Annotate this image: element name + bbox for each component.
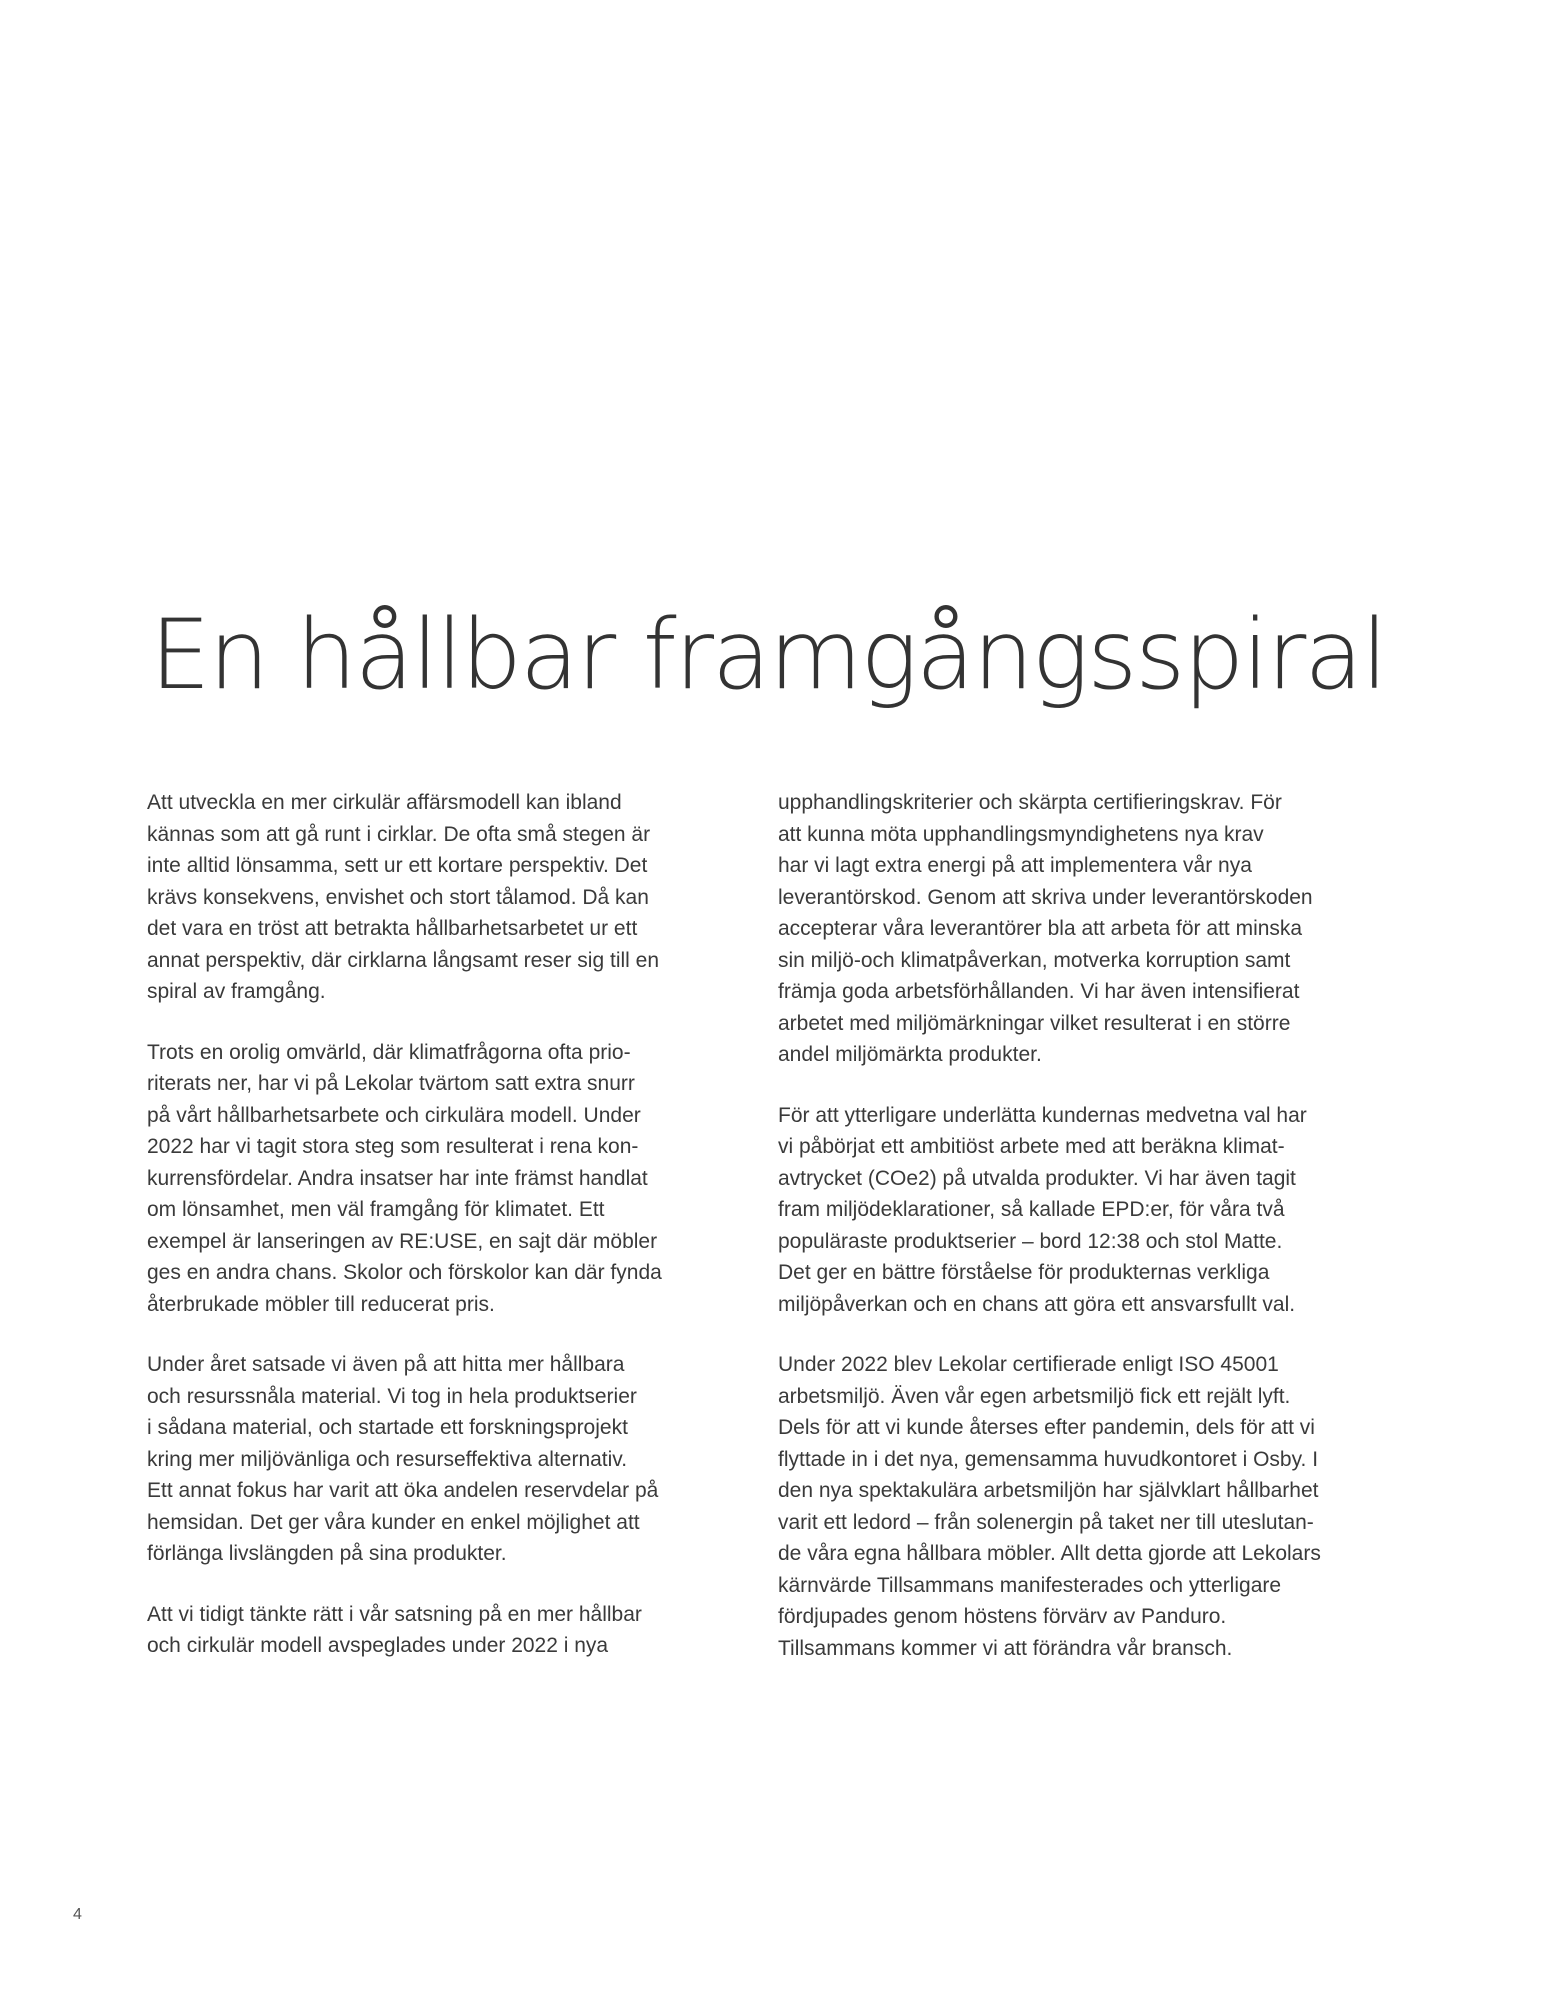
paragraph: Att utveckla en mer cirkulär affärsmodell kan ibland kännas som att gå runt i cirklar. De ofta små stegen är inte alltid lönsamma, sett ur ett kortare perspektiv. Det krävs konsekvens, envishet och stort tålamod. Då kan det vara en tröst att betrakta hållbarhetsarbetet ur ett annat perspektiv, där cirklarna långsamt reser sig till en spiral av framgång.: [147, 791, 660, 1003]
left-column: [147, 787, 737, 1691]
paragraph: För att ytterligare underlätta kundernas medvetna val har vi påbörjat ett ambitiöst arbete med att beräkna klimat- avtrycket (COe2) på utvalda produkter. Vi har även tagit fram miljödeklarationer, så kallade EPD:er, för våra två populäraste produktserier – bord 12:38 och stol Matte. Det ger en bättre förståelse för produkternas verkliga miljöpåverkan och en chans att göra ett ansvarsfullt val.: [778, 1103, 1307, 1316]
paragraph: upphandlingskriterier och skärpta certifieringskrav. För att kunna möta upphandlingsmyndighetens nya krav har vi lagt extra energi på att implementera vår nya leverantörskod. Genom att skriva under leverantörskoden accepterar våra leverantörer bla att arbeta för att minska sin miljö-och klimatpåverkan, motverka korruption samt främja goda arbetsförhållanden. Vi har även intensifierat arbetet med miljömärkningar vilket resulterat i en större andel miljömärkta produkter.: [778, 791, 1313, 1066]
paragraph: Under 2022 blev Lekolar certifierade enligt ISO 45001 arbetsmiljö. Även vår egen arbetsmiljö fick ett rejält lyft. Dels för att vi kunde återses efter pandemin, dels för att vi flyttade in i det nya, gemensamma huvudkontoret i Osby. I den nya spektakulära arbetsmiljön har självklart hållbarhet varit ett ledord – från solenergin på taket ner till uteslutan- de våra egna hållbara möbler. Allt detta gjorde att Lekolars kärnvärde Tillsammans manifesterades och ytterligare fördjupades genom höstens förvärv av Panduro. Tillsammans kommer vi att förändra vår bransch.: [778, 1353, 1321, 1660]
paragraph: Trots en orolig omvärld, där klimatfrågorna ofta prio- riterats ner, har vi på Lekolar tvärtom satt extra snurr på vårt hållbarhetsarbete och cirkulära modell. Under 2022 har vi tagit stora steg som resulterat i rena kon- kurrensfördelar. Andra insatser har inte främst handlat om lönsamhet, men väl framgång för klimatet. Ett exempel är lanseringen av RE:USE, en sajt där möbler ges en andra chans. Skolor och förskolor kan där fynda återbrukade möbler till reducerat pris.: [147, 1040, 662, 1316]
right-column: [778, 787, 1368, 1693]
page-title: En hållbar framgångsspiral: [150, 599, 1386, 711]
paragraph: Att vi tidigt tänkte rätt i vår satsning på en mer hållbar och cirkulär modell avspeglades under 2022 i nya: [147, 1602, 642, 1657]
paragraph: Under året satsade vi även på att hitta mer hållbara och resurssnåla material. Vi tog in hela produktserier i sådana material, och startade ett forskningsprojekt kring mer miljövänliga och resurseffektiva alternativ. Ett annat fokus har varit att öka andelen reservdelar på hemsidan. Det ger våra kunder en enkel möjlighet att förlänga livslängden på sina produkter.: [147, 1353, 659, 1565]
page-number: 4: [73, 1906, 82, 1923]
